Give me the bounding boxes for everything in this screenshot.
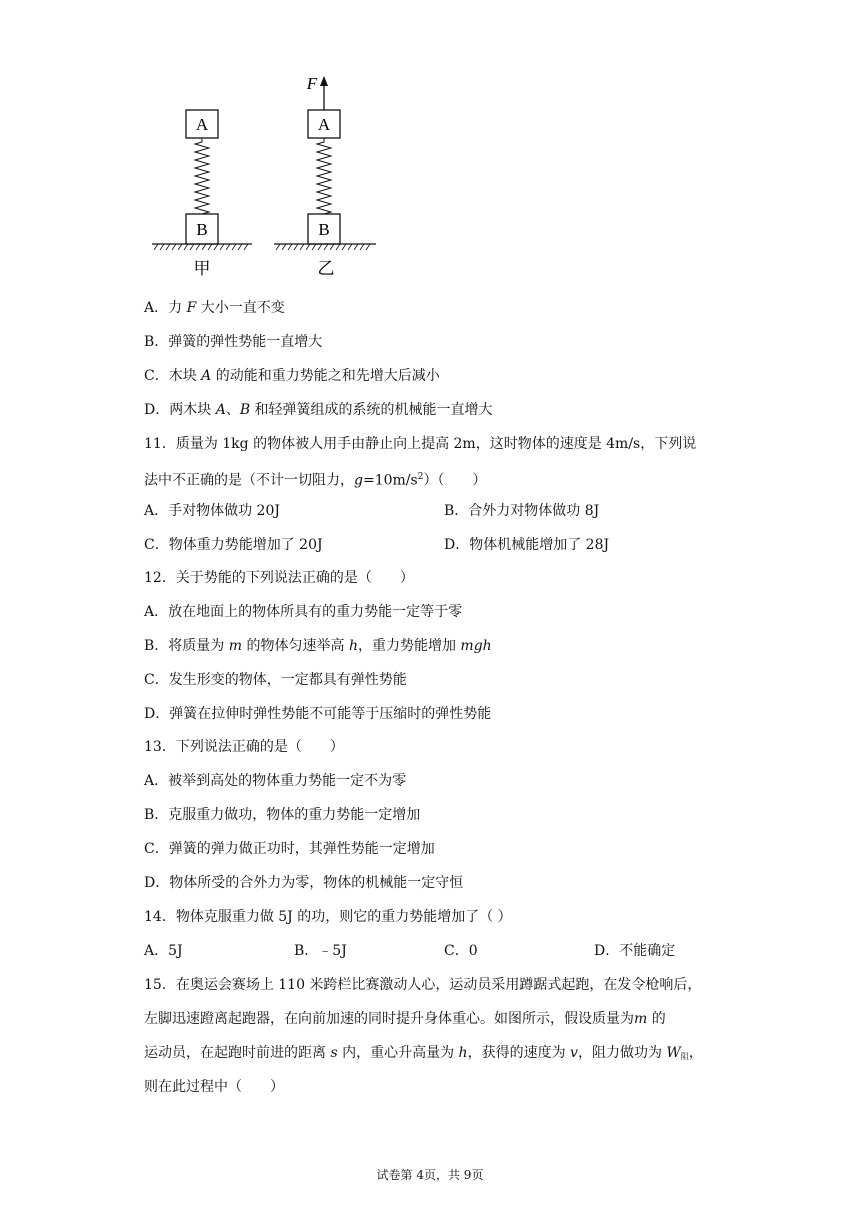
q11-option-d: D．物体机械能增加了 28J (444, 537, 610, 553)
q12-stem: 12．关于势能的下列说法正确的是（ ） (144, 570, 414, 586)
q15-stem-line3: 运动员，在起跑时前进的距离 s 内，重心升高量为 h，获得的速度为 v，阻力做功为 $W_阻$， (144, 1045, 703, 1061)
q11-option-b: B．合外力对物体做功 8J (444, 503, 600, 519)
q15-stem-line4: 则在此过程中（ ） (144, 1079, 284, 1095)
q13-option-a: A．被举到高处的物体重力势能一定不为零 (144, 773, 407, 789)
q12-option-a: A．放在地面上的物体所具有的重力势能一定等于零 (144, 604, 463, 620)
block-a-label-2: A (317, 115, 331, 134)
caption-yi: 乙 (317, 259, 335, 279)
q13-option-d: D．物体所受的合外力为零，物体的机械能一定守恒 (144, 875, 464, 891)
force-arrow-icon (320, 76, 328, 86)
q15-stem-line2: 左脚迅速蹬离起跑器，在向前加速的同时提升身体重心。如图所示，假设质量为m 的 (144, 1011, 666, 1027)
q12-option-d: D．弹簧在拉伸时弹性势能不可能等于压缩时的弹性势能 (144, 706, 492, 722)
q13-stem: 13．下列说法正确的是（ ） (144, 739, 344, 755)
q12-option-c: C．发生形变的物体，一定都具有弹性势能 (144, 672, 407, 688)
force-label: F (306, 74, 318, 93)
q10-option-d: D．两木块 A、B 和轻弹簧组成的系统的机械能一直增大 (144, 402, 493, 418)
q12-option-b: B．将质量为 m 的物体匀速举高 h，重力势能增加 mgh (144, 638, 492, 654)
block-b-label-2: B (318, 220, 330, 239)
q14-option-b: B．﹣5J (294, 943, 347, 959)
q10-option-b: B．弹簧的弹性势能一直增大 (144, 334, 323, 350)
q14-option-c: C．0 (444, 943, 478, 959)
q11-option-c: C．物体重力势能增加了 20J (144, 537, 323, 553)
block-b-label: B (196, 220, 208, 239)
caption-jia: 甲 (193, 259, 211, 279)
q11-stem-line1: 11．质量为 1kg 的物体被人用手由静止向上提高 2m，这时物体的速度是 4m/s，下列说 (144, 436, 697, 452)
q14-option-a: A．5J (144, 943, 183, 959)
q14-stem: 14．物体克服重力做 5J 的功，则它的重力势能增加了（ ） (144, 909, 512, 925)
figure-jia (152, 110, 252, 279)
q10-option-c: C．木块 A 的动能和重力势能之和先增大后减小 (144, 368, 440, 384)
page-footer: 试卷第 4页，共 9页 (376, 1168, 484, 1182)
q13-option-b: B．克服重力做功，物体的重力势能一定增加 (144, 807, 421, 823)
q11-stem-line2: 法中不正确的是（不计一切阻力，$g=10m/s^2$）（ ） (144, 472, 487, 489)
figure-yi (274, 74, 376, 279)
spring-blocks-figure (140, 68, 400, 288)
q10-option-a: A．力 F 大小一直不变 (144, 300, 285, 316)
q14-option-d: D．不能确定 (594, 943, 676, 959)
block-a-label: A (195, 115, 209, 134)
q15-stem-line1: 15．在奥运会赛场上 110 米跨栏比赛激动人心，运动员采用蹲踞式起跑，在发令枪响后， (144, 977, 702, 993)
q11-option-a: A．手对物体做功 20J (144, 503, 280, 519)
q13-option-c: C．弹簧的弹力做正功时，其弹性势能一定增加 (144, 841, 435, 857)
